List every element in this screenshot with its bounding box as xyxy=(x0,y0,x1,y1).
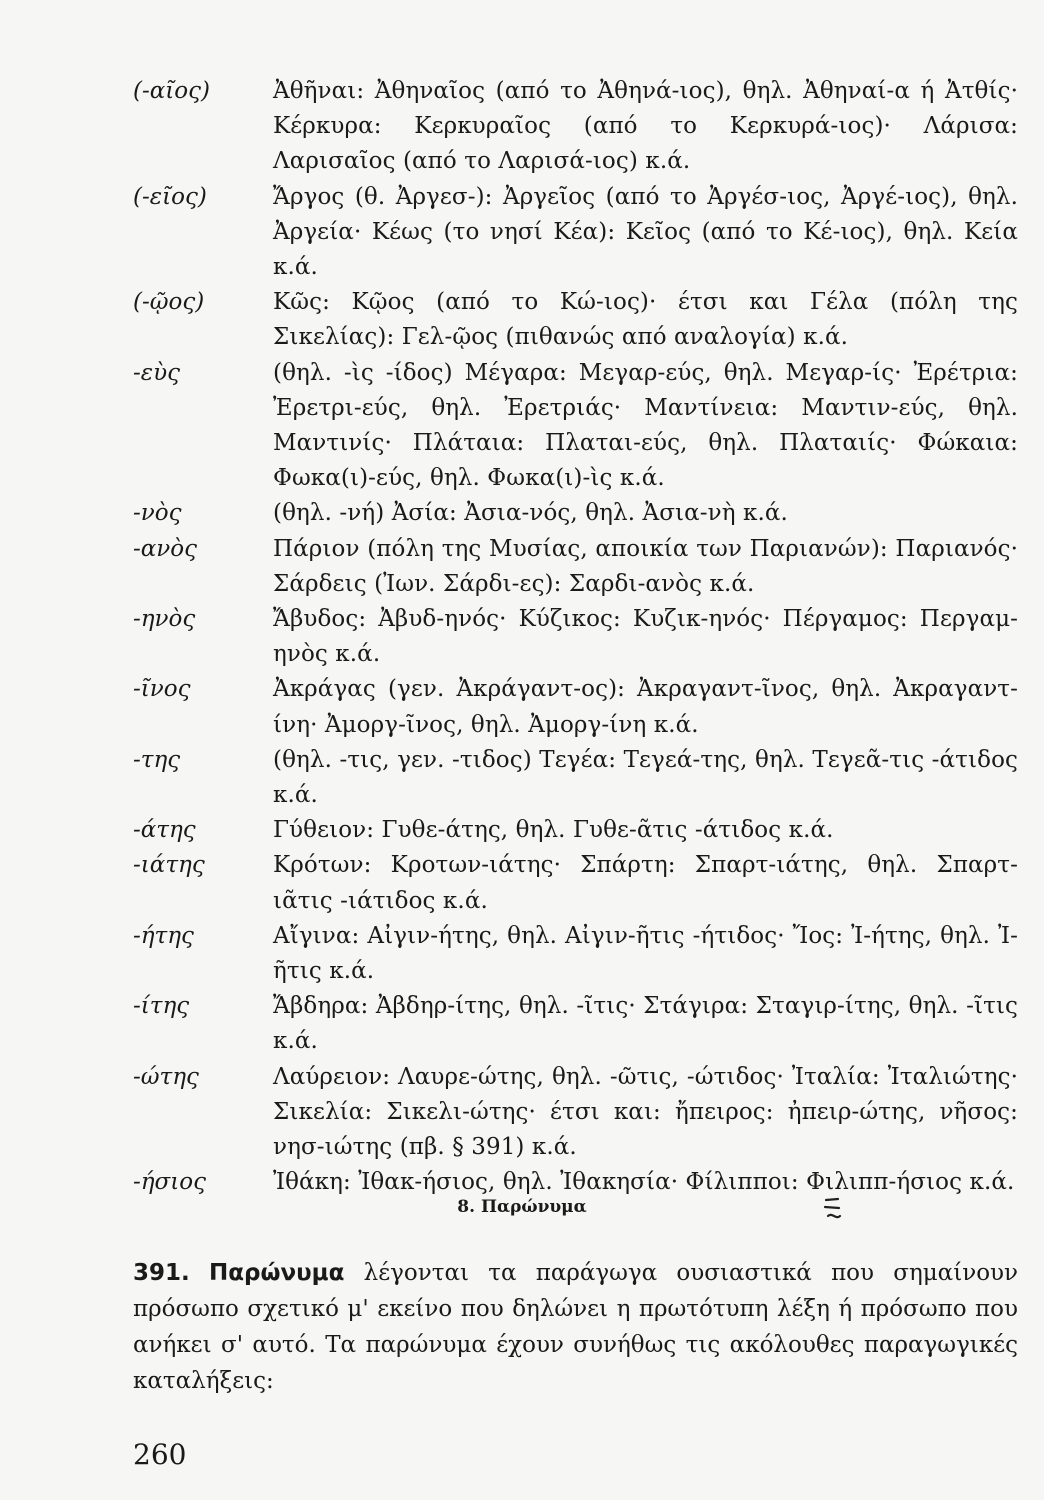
entry-suffix: -ίτης xyxy=(133,993,190,1020)
suffix-entry xyxy=(133,672,1018,742)
suffix-entry xyxy=(133,496,1018,531)
page-number: 260 xyxy=(133,1438,187,1471)
entry-examples: (θηλ. -νή) Ἀσία: Ἀσια-νός, θηλ. Ἀσια-νὴ κ.ά. xyxy=(273,500,788,527)
paragraph-391 xyxy=(133,1255,1018,1399)
entry-suffix: -άτης xyxy=(133,817,196,844)
suffix-entry xyxy=(133,743,1018,813)
paragraph-term: Παρώνυμα xyxy=(208,1260,345,1286)
suffix-entry xyxy=(133,1060,1018,1166)
entry-examples: Γύθειον: Γυθε-άτης, θηλ. Γυθε-ᾶτις -άτιδος κ.ά. xyxy=(273,817,834,844)
entry-suffix: (-ῷος) xyxy=(133,289,205,316)
entry-suffix: -της xyxy=(133,746,181,773)
entry-examples: Ἀκράγας (γεν. Ἀκράγαντ-ος): Ἀκραγαντ-ῖνος, θηλ. Ἀκραγαντ-ίνη· Ἀμοργ-ῖνος, θηλ. Ἀμοργ-ίνη κ.ά. xyxy=(273,676,1018,738)
entry-suffix: (-αῖος) xyxy=(133,78,210,104)
entry-examples: Κρότων: Κροτων-ιάτης· Σπάρτη: Σπαρτ-ιάτης, θηλ. Σπαρτ-ιᾶτις -ιάτιδος κ.ά. xyxy=(273,852,1018,914)
entry-suffix: -ιάτης xyxy=(133,852,205,879)
pen-mark-icon xyxy=(822,1196,844,1222)
suffix-entry xyxy=(133,813,1018,848)
entry-examples: (θηλ. -τις, γεν. -τιδος) Τεγέα: Τεγεά-της, θηλ. Τεγεᾶ-τις -άτιδος κ.ά. xyxy=(273,746,1018,809)
entry-suffix: -ῖνος xyxy=(133,676,191,703)
suffix-entry xyxy=(133,602,1018,672)
entry-suffix: -ανὸς xyxy=(133,535,198,562)
suffix-entry xyxy=(133,285,1018,355)
suffix-entry xyxy=(133,356,1018,497)
entry-examples: (θηλ. -ὶς -ίδος) Μέγαρα: Μεγαρ-εύς, θηλ. Μεγαρ-ίς· Ἐρέτρια: Ἐρετρι-εύς, θηλ. Ἐρετριάς· Μαντίνεια: Μαντιν-εύς, θηλ. Μαντινίς· Πλάταια: Πλαται-εύς, θηλ. Πλαταιίς· Φώκαια: Φωκα(ι)-εύς, θηλ. Φωκα(ι)-ὶς κ.ά. xyxy=(273,359,1018,492)
suffix-entry xyxy=(133,848,1018,918)
entry-examples: Ἀθῆναι: Ἀθηναῖος (από το Ἀθηνά-ιος), θηλ. Ἀθηναί-α ή Ἀτθίς· Κέρκυρα: Κερκυραῖος (από το Κερκυρά-ιος)· Λάρισα: Λαρισαῖος (από το Λαρισά-ιος) κ.ά. xyxy=(273,78,1018,175)
section-heading: 8. Παρώνυμα xyxy=(457,1197,587,1217)
entry-suffix: -ήσιος xyxy=(133,1169,206,1196)
entry-examples: Ἄβδηρα: Ἀβδηρ-ίτης, θηλ. -ῖτις· Στάγιρα: Σταγιρ-ίτης, θηλ. -ῖτις κ.ά. xyxy=(273,993,1018,1055)
entry-examples: Αἴγινα: Αἰγιν-ήτης, θηλ. Αἰγιν-ῆτις -ήτιδος· Ἴος: Ἰ-ήτης, θηλ. Ἰ-ῆτις κ.ά. xyxy=(273,922,1018,985)
suffix-entry xyxy=(133,180,1018,286)
entry-suffix: -ηνὸς xyxy=(133,606,196,633)
paragraph-number: 391. xyxy=(133,1260,190,1286)
entry-suffix: -εὺς xyxy=(133,359,180,386)
entry-examples: Λαύρειον: Λαυρε-ώτης, θηλ. -ῶτις, -ώτιδος· Ἰταλία: Ἰταλιώτης· Σικελία: Σικελι-ώτης· έτσι και: ἤπειρος: ἠπειρ-ώτης, νῆσος: νησ-ιώτης (πβ. § 391) κ.ά. xyxy=(273,1063,1018,1161)
entry-examples: Ἰθάκη: Ἰθακ-ήσιος, θηλ. Ἰθακησία· Φίλιπποι: Φιλιππ-ήσιος κ.ά. xyxy=(273,1169,1015,1196)
entry-examples: Ἄβυδος: Ἀβυδ-ηνός· Κύζικος: Κυζικ-ηνός· Πέργαμος: Περγαμ-ηνὸς κ.ά. xyxy=(273,606,1018,668)
paragraph-body: λέγονται τα παράγωγα ουσιαστικά που σημαίνουν πρόσωπο σχετικό μ' εκείνο που δηλώνει η πρωτότυπη λέξη ή πρόσωπο που ανήκει σ' αυτό. Τα παρώνυμα έχουν συνήθως τις ακόλουθες παραγωγικές καταλήξεις: xyxy=(133,1260,1019,1394)
entry-examples: Πάριον (πόλη της Μυσίας, αποικία των Παριανών): Παριανός· Σάρδεις (Ἰων. Σάρδι-ες): Σαρδι-ανὸς κ.ά. xyxy=(273,535,1018,597)
suffix-entry xyxy=(133,989,1018,1059)
suffix-entries-list xyxy=(133,74,1018,1201)
entry-suffix: -ώτης xyxy=(133,1063,199,1090)
suffix-entry xyxy=(133,74,1018,180)
entry-examples: Ἄργος (θ. Ἀργεσ-): Ἀργεῖος (από το Ἀργέσ-ιος, Ἀργέ-ιος), θηλ. Ἀργεία· Κέως (το νησί Κέα): Κεῖος (από το Κέ-ιος), θηλ. Κεία κ.ά. xyxy=(273,183,1018,281)
suffix-entry xyxy=(133,1165,1018,1200)
suffix-entry xyxy=(133,919,1018,989)
entry-examples: Κῶς: Κῷος (από το Κώ-ιος)· έτσι και Γέλα (πόλη της Σικελίας): Γελ-ῷος (πιθανώς από αναλογία) κ.ά. xyxy=(273,289,1018,351)
suffix-entry xyxy=(133,532,1018,602)
entry-suffix: (-εῖος) xyxy=(133,183,207,210)
entry-suffix: -νὸς xyxy=(133,500,182,527)
entry-suffix: -ήτης xyxy=(133,922,194,949)
